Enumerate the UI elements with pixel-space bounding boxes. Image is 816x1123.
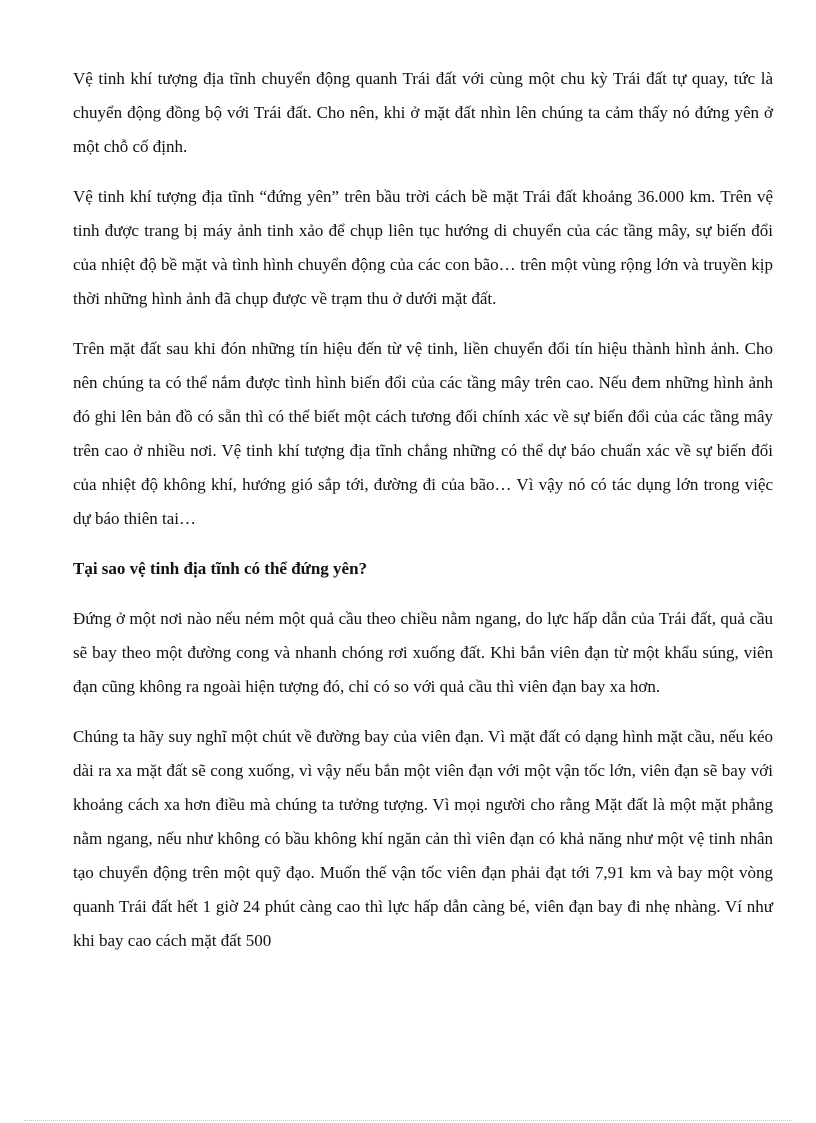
- page-bottom-divider: [24, 1120, 792, 1121]
- section-heading: Tại sao vệ tinh địa tĩnh có thể đứng yên?: [73, 559, 368, 578]
- paragraph-ground-reception: Trên mặt đất sau khi đón những tín hiệu đến từ vệ tinh, liền chuyển đổi tín hiệu thành hình ảnh. Cho nên chúng ta có thể nắm được tình hình biến đổi của các tầng mây trên cao. Nếu đem những hình ảnh đó ghi lên bản đồ có sẵn thì có thể biết một cách tương đối chính xác về sự biến đổi của các tầng mây trên cao ở nhiều nơi. Vệ tinh khí tượng địa tĩnh chẳng những có thể dự báo chuẩn xác về sự biến đổi của nhiệt độ không khí, hướng gió sắp tới, đường đi của bão… Vì vậy nó có tác dụng lớn trong việc dự báo thiên tai…: [73, 339, 773, 528]
- document-page: [73, 62, 773, 974]
- paragraph-ball-throw: Đứng ở một nơi nào nếu ném một quả cầu theo chiều nằm ngang, do lực hấp dẫn của Trái đất, quả cầu sẽ bay theo một đường cong và nhanh chóng rơi xuống đất. Khi bắn viên đạn từ một khẩu súng, viên đạn cũng không ra ngoài hiện tượng đó, chỉ có so với quả cầu thì viên đạn bay xa hơn.: [73, 609, 773, 696]
- paragraph-satellite-camera: Vệ tinh khí tượng địa tĩnh “đứng yên” trên bầu trời cách bề mặt Trái đất khoảng 36.000 km. Trên vệ tinh được trang bị máy ảnh tinh xảo để chụp liên tục hướng di chuyển của các tầng mây, sự biến đổi của nhiệt độ bề mặt và tình hình chuyển động của các con bão… trên một vùng rộng lớn và truyền kịp thời những hình ảnh đã chụp được về trạm thu ở dưới mặt đất.: [73, 187, 773, 308]
- paragraph-geostationary-intro: Vệ tinh khí tượng địa tĩnh chuyển động quanh Trái đất với cùng một chu kỳ Trái đất tự quay, tức là chuyển động đồng bộ với Trái đất. Cho nên, khi ở mặt đất nhìn lên chúng ta cảm thấy nó đứng yên ở một chỗ cố định.: [73, 69, 773, 156]
- paragraph-bullet-orbit: Chúng ta hãy suy nghĩ một chút về đường bay của viên đạn. Vì mặt đất có dạng hình mặt cầu, nếu kéo dài ra xa mặt đất sẽ cong xuống, vì vậy nếu bắn một viên đạn với một vận tốc lớn, viên đạn sẽ bay với khoảng cách xa hơn điều mà chúng ta tưởng tượng. Vì mọi người cho rằng Mặt đất là một mặt phẳng nằm ngang, nếu như không có bầu không khí ngăn cản thì viên đạn có khả năng như một vệ tinh nhân tạo chuyển động trên một quỹ đạo. Muốn thế vận tốc viên đạn phải đạt tới 7,91 km và bay một vòng quanh Trái đất hết 1 giờ 24 phút càng cao thì lực hấp dẫn càng bé, viên đạn bay đi nhẹ nhàng. Ví như khi bay cao cách mặt đất 500: [73, 727, 773, 950]
